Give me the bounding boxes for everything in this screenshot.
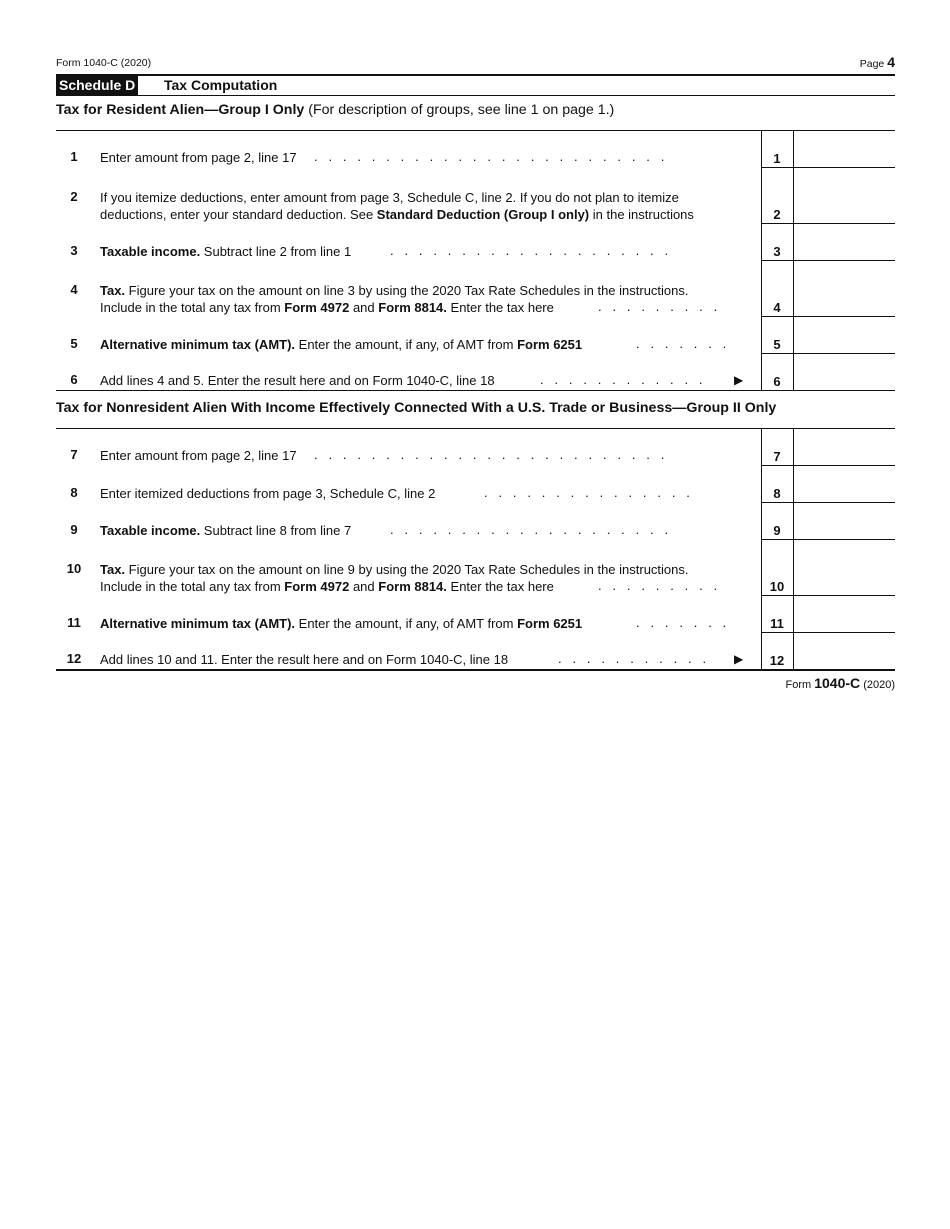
rule	[56, 428, 895, 429]
leader-dots: . . . . . . . . .	[598, 578, 718, 593]
line-box-number: 11	[770, 616, 784, 631]
line-box-number: 7	[773, 449, 781, 464]
line-box-number: 12	[769, 653, 785, 668]
line-box-number: 2	[773, 207, 781, 222]
line-text: Add lines 4 and 5. Enter the result here and on Form 1040-C, line 18	[100, 373, 495, 388]
line-text-bold: Alternative minimum tax (AMT).	[100, 337, 296, 352]
group1-subtitle: (For description of groups, see line 1 on page 1.)	[304, 102, 615, 118]
line-box-number: 8	[773, 486, 781, 501]
rule	[761, 260, 895, 261]
rule	[56, 669, 895, 671]
line-text-part: Enter the amount, if any, of AMT from	[295, 337, 518, 352]
footer-year: (2020)	[863, 679, 895, 691]
leader-dots: . . . . . . . . . . . . . . . . . . . .	[390, 522, 669, 537]
line-box-number: 4	[773, 300, 781, 315]
group1-title: Tax for Resident Alien—Group I Only	[56, 102, 305, 118]
right-arrow-icon: ▶	[734, 373, 744, 387]
line-text: Enter amount from page 2, line 17	[100, 448, 297, 463]
line-text: Enter itemized deductions from page 3, Schedule C, line 2	[100, 486, 436, 501]
line-text-part: Enter the tax here	[446, 579, 554, 594]
line-text-part: Enter the tax here	[446, 300, 554, 315]
leader-dots: . . . . . . . . . . . . . . . . . . . .	[390, 243, 669, 258]
line-text-bold: Tax.	[100, 562, 126, 577]
line-text-part: and	[349, 579, 379, 594]
line-text-bold: Alternative minimum tax (AMT).	[100, 616, 296, 631]
leader-dots: . . . . . . . . . . . . . . . . . . . . . . . . .	[314, 149, 665, 164]
group1-heading	[56, 102, 895, 118]
rule	[761, 502, 895, 503]
line-number: 2	[70, 189, 78, 204]
rule	[56, 390, 895, 391]
form-reference: Form 6251	[517, 616, 583, 631]
group2-heading	[56, 400, 895, 416]
rule	[761, 316, 895, 317]
line-text-part: Subtract line 2 from line 1	[200, 244, 352, 259]
rule	[56, 130, 895, 131]
rule	[761, 223, 895, 224]
line-number: 11	[67, 615, 81, 630]
rule	[761, 353, 895, 354]
line-text: Enter amount from page 2, line 17	[100, 150, 297, 165]
line-box-number: 9	[773, 523, 781, 538]
line-text-part: Figure your tax on the amount on line 3 by using the 2020 Tax Rate Schedules in the instructions.	[125, 283, 689, 298]
line-text-part: Enter the amount, if any, of AMT from	[295, 616, 518, 631]
right-arrow-icon: ▶	[734, 652, 744, 666]
leader-dots: . . . . . . . . . . . . . . . . . . . . . . . . .	[314, 447, 665, 462]
form-reference: Form 8814.	[378, 579, 447, 594]
column-rule	[793, 130, 794, 390]
line-box-number: 10	[769, 579, 785, 594]
form-label: Form 1040-C (2020)	[56, 57, 152, 69]
rule	[761, 539, 895, 540]
line-text-part: Include in the total any tax from	[100, 300, 285, 315]
line-number: 8	[70, 485, 78, 500]
line-number: 3	[70, 243, 78, 258]
leader-dots: . . . . . . . . .	[598, 299, 718, 314]
line-box-number: 5	[773, 337, 781, 352]
line-number: 7	[70, 447, 78, 462]
line-text-part: If you itemize deductions, enter amount from page 3, Schedule C, line 2. If you do not plan to itemize	[100, 190, 679, 205]
line-text-bold: Tax.	[100, 283, 126, 298]
line-box-number: 1	[773, 151, 781, 166]
rule	[761, 465, 895, 466]
form-footer	[785, 675, 895, 691]
rule	[761, 595, 895, 596]
line-number: 12	[66, 651, 82, 666]
page-label: Page	[859, 58, 885, 70]
schedule-tag: Schedule D	[56, 76, 138, 95]
line-box-number: 3	[773, 244, 781, 259]
footer-form-name: 1040-C	[814, 675, 861, 691]
line-number: 10	[66, 561, 82, 576]
rule	[761, 632, 895, 633]
line-text	[100, 189, 755, 223]
line-text-bold: Taxable income.	[100, 244, 201, 259]
form-reference: Form 4972	[284, 579, 350, 594]
line-text-part: deductions, enter your standard deduction. See	[100, 207, 377, 222]
page-number: 4	[887, 54, 895, 70]
line-number: 1	[70, 149, 78, 164]
group2-title: Tax for Nonresident Alien With Income Effectively Connected With a U.S. Trade or Business—Group II Only	[56, 400, 777, 416]
line-box-number: 6	[773, 374, 781, 389]
line-number: 9	[70, 522, 78, 537]
page-header	[56, 54, 895, 70]
column-rule	[761, 428, 762, 670]
line-text: Add lines 10 and 11. Enter the result here and on Form 1040-C, line 18	[100, 652, 509, 667]
leader-dots: . . . . . . . . . . . .	[540, 372, 703, 387]
rule	[761, 167, 895, 168]
line-text-part: Include in the total any tax from	[100, 579, 285, 594]
leader-dots: . . . . . . . . . . . . . . .	[484, 485, 690, 500]
leader-dots: . . . . . . .	[636, 336, 727, 351]
line-text-bold: Standard Deduction (Group I only)	[376, 207, 590, 222]
leader-dots: . . . . . . . . . . .	[558, 651, 707, 666]
line-number: 6	[70, 372, 78, 387]
line-text-part: Subtract line 8 from line 7	[200, 523, 352, 538]
form-reference: Form 8814.	[378, 300, 447, 315]
line-number: 5	[70, 336, 78, 351]
line-text-bold: Taxable income.	[100, 523, 201, 538]
line-text-part: Figure your tax on the amount on line 9 by using the 2020 Tax Rate Schedules in the instructions.	[125, 562, 689, 577]
line-number: 4	[70, 282, 78, 297]
page-indicator	[860, 54, 895, 70]
line-text-part: in the instructions	[589, 207, 694, 222]
leader-dots: . . . . . . .	[636, 615, 727, 630]
footer-form-word: Form	[785, 679, 812, 691]
form-reference: Form 4972	[284, 300, 350, 315]
schedule-title: Tax Computation	[164, 77, 278, 93]
line-text-part: and	[349, 300, 379, 315]
schedule-bar	[56, 74, 895, 96]
form-reference: Form 6251	[517, 337, 583, 352]
column-rule	[793, 428, 794, 670]
